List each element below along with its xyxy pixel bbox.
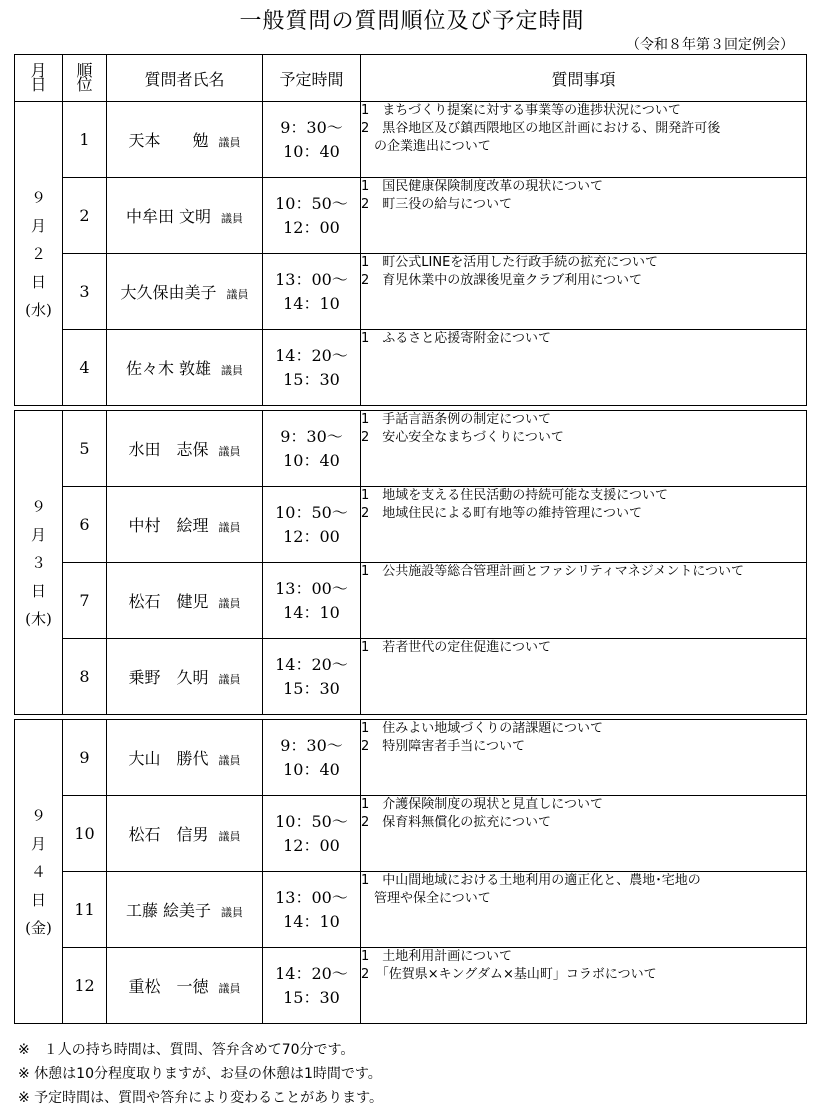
time-line: 13：00～	[275, 578, 348, 598]
order-cell: 6	[63, 487, 107, 563]
header-name: 質問者氏名	[107, 55, 263, 102]
time-cell	[263, 720, 361, 796]
time-cell	[263, 411, 361, 487]
member-name: 佐々木 敦雄	[125, 359, 212, 378]
note-item: ※ 予定時間は、質問や答弁により変わることがあります。	[18, 1090, 384, 1106]
giin-label: 議員	[218, 672, 241, 686]
time-line: 10：50～	[275, 193, 348, 213]
topic-line: 1 中山間地域における土地利用の適正化と、農地･宅地の	[361, 873, 701, 888]
member-name: 工藤 絵美子	[125, 901, 212, 920]
date-line: 日	[30, 272, 46, 291]
name-cell	[107, 563, 263, 639]
topics-cell	[361, 254, 807, 330]
name-cell	[107, 102, 263, 178]
giin-label: 議員	[218, 829, 241, 843]
order-cell: 4	[63, 330, 107, 406]
table-row	[15, 639, 807, 715]
header-time: 予定時間	[263, 55, 361, 102]
date-line: 日	[30, 581, 46, 600]
member-name: 松石 信男	[128, 825, 209, 844]
name-cell	[107, 411, 263, 487]
time-line: 10：40	[283, 141, 340, 161]
topics-cell	[361, 639, 807, 715]
time-line: 10：40	[283, 759, 340, 779]
topic-line: 2 黒谷地区及び鎮西隈地区の地区計画における、開発許可後	[361, 121, 721, 136]
table-row	[15, 102, 807, 178]
topics-cell	[361, 102, 807, 178]
time-line: 15：30	[283, 678, 340, 698]
table-row	[15, 254, 807, 330]
session-subtitle: （令和８年第３回定例会）	[626, 37, 794, 53]
time-cell	[263, 563, 361, 639]
topics-cell	[361, 948, 807, 1024]
member-name: 水田 志保	[128, 440, 209, 459]
giin-label: 議員	[218, 981, 241, 995]
date-cell	[15, 411, 63, 715]
time-cell	[263, 254, 361, 330]
name-cell	[107, 872, 263, 948]
order-cell: 3	[63, 254, 107, 330]
header-row	[15, 55, 807, 102]
giin-label: 議員	[221, 905, 244, 919]
time-line: 9：30～	[280, 117, 343, 137]
date-line: 月	[30, 525, 46, 544]
time-cell	[263, 102, 361, 178]
time-line: 14：20～	[275, 963, 348, 983]
order-cell: 1	[63, 102, 107, 178]
order-cell: 10	[63, 796, 107, 872]
date-line: 月	[30, 834, 46, 853]
time-cell	[263, 796, 361, 872]
topic-line: 1 町公式LINEを活用した行政手続の拡充について	[361, 255, 659, 270]
member-name: 重松 一徳	[128, 977, 209, 996]
time-line: 9：30～	[280, 426, 343, 446]
time-line: 10：40	[283, 450, 340, 470]
member-name: 中牟田 文明	[125, 207, 212, 226]
topics-cell	[361, 411, 807, 487]
topics-cell	[361, 720, 807, 796]
name-cell	[107, 948, 263, 1024]
topic-line: 2 「佐賀県×キングダム×基山町」コラボについて	[361, 967, 657, 982]
topic-line: 1 若者世代の定住促進について	[361, 640, 552, 655]
date-line: (水)	[25, 300, 52, 319]
page-title: 一般質問の質問順位及び予定時間	[239, 9, 585, 34]
topics-cell	[361, 487, 807, 563]
time-line: 14：10	[283, 293, 340, 313]
date-line: 月	[30, 216, 46, 235]
topic-line: 1 公共施設等総合管理計画とファシリティマネジメントについて	[361, 564, 745, 579]
topic-line: 2 保育料無償化の拡充について	[361, 815, 552, 830]
member-name: 中村 絵理	[128, 516, 209, 535]
time-cell	[263, 639, 361, 715]
topics-cell	[361, 872, 807, 948]
topic-line: 1 介護保険制度の現状と見直しについて	[361, 797, 604, 812]
time-cell	[263, 948, 361, 1024]
time-line: 12：00	[283, 835, 340, 855]
topic-line: 1 住みよい地域づくりの諸課題について	[361, 721, 604, 736]
note-item: ※ 休憩は10分程度取りますが、お昼の休憩は1時間です。	[18, 1066, 382, 1082]
name-cell	[107, 178, 263, 254]
header-topics: 質問事項	[361, 55, 807, 102]
topic-line: 1 地域を支える住民活動の持続可能な支援について	[361, 488, 669, 503]
giin-label: 議員	[218, 444, 241, 458]
time-cell	[263, 178, 361, 254]
time-line: 9：30～	[280, 735, 343, 755]
topic-line: 2 安心安全なまちづくりについて	[361, 430, 564, 445]
table-row	[15, 563, 807, 639]
order-cell: 5	[63, 411, 107, 487]
giin-label: 議員	[221, 363, 244, 377]
order-cell: 8	[63, 639, 107, 715]
time-line: 15：30	[283, 987, 340, 1007]
topic-line: 1 土地利用計画について	[361, 949, 513, 964]
topic-line: 2 町三役の給与について	[361, 197, 513, 212]
schedule-table	[14, 54, 807, 1024]
member-name: 乗野 久明	[128, 668, 209, 687]
table-row	[15, 796, 807, 872]
giin-label: 議員	[218, 520, 241, 534]
topics-cell	[361, 563, 807, 639]
date-line: ２	[30, 244, 46, 263]
topics-cell	[361, 796, 807, 872]
time-line: 14：20～	[275, 654, 348, 674]
topic-line: 2 地域住民による町有地等の維持管理について	[361, 506, 643, 521]
order-cell: 2	[63, 178, 107, 254]
name-cell	[107, 254, 263, 330]
date-line: ９	[30, 497, 46, 516]
table-row	[15, 178, 807, 254]
topic-line: 2 特別障害者手当について	[361, 739, 526, 754]
date-line: ９	[30, 806, 46, 825]
date-line: 日	[30, 890, 46, 909]
table-row	[15, 330, 807, 406]
name-cell	[107, 639, 263, 715]
table-row	[15, 411, 807, 487]
giin-label: 議員	[218, 596, 241, 610]
topic-line: 管理や保全について	[361, 891, 491, 906]
topic-line: 1 ふるさと応援寄附金について	[361, 331, 552, 346]
table-row	[15, 948, 807, 1024]
order-cell: 11	[63, 872, 107, 948]
topic-line: 1 まちづくり提案に対する事業等の進捗状況について	[361, 103, 681, 118]
date-cell	[15, 102, 63, 406]
time-cell	[263, 872, 361, 948]
name-cell	[107, 720, 263, 796]
time-line: 15：30	[283, 369, 340, 389]
time-cell	[263, 330, 361, 406]
order-cell: 9	[63, 720, 107, 796]
time-line: 12：00	[283, 526, 340, 546]
topics-cell	[361, 330, 807, 406]
date-line: ３	[30, 553, 46, 572]
topics-cell	[361, 178, 807, 254]
name-cell	[107, 487, 263, 563]
table-row	[15, 872, 807, 948]
name-cell	[107, 796, 263, 872]
time-cell	[263, 487, 361, 563]
time-line: 14：10	[283, 602, 340, 622]
date-line: ９	[30, 188, 46, 207]
giin-label: 議員	[218, 753, 241, 767]
time-line: 14：10	[283, 911, 340, 931]
time-line: 13：00～	[275, 887, 348, 907]
order-cell: 12	[63, 948, 107, 1024]
member-name: 大山 勝代	[128, 749, 209, 768]
name-cell	[107, 330, 263, 406]
time-line: 10：50～	[275, 811, 348, 831]
notes	[18, 1038, 383, 1110]
giin-label: 議員	[218, 135, 241, 149]
table-row	[15, 487, 807, 563]
topic-line: 1 手話言語条例の制定について	[361, 412, 552, 427]
date-cell	[15, 720, 63, 1024]
member-name: 天本 勉	[128, 131, 209, 150]
header-order: 順 位	[63, 55, 107, 102]
time-line: 14：20～	[275, 345, 348, 365]
member-name: 大久保由美子	[120, 283, 217, 302]
order-cell: 7	[63, 563, 107, 639]
header-date: 月 日	[15, 55, 63, 102]
table-row	[15, 720, 807, 796]
time-line: 10：50～	[275, 502, 348, 522]
giin-label: 議員	[226, 287, 249, 301]
topic-line: 1 国民健康保険制度改革の現状について	[361, 179, 604, 194]
topic-line: の企業進出について	[361, 139, 491, 154]
note-item: ※ １人の持ち時間は、質問、答弁含めて70分です。	[18, 1042, 355, 1058]
date-line: (金)	[25, 918, 52, 937]
time-line: 12：00	[283, 217, 340, 237]
giin-label: 議員	[221, 211, 244, 225]
date-line: (木)	[25, 609, 52, 628]
member-name: 松石 健児	[128, 592, 209, 611]
topic-line: 2 育児休業中の放課後児童クラブ利用について	[361, 273, 643, 288]
time-line: 13：00～	[275, 269, 348, 289]
date-line: ４	[30, 862, 46, 881]
